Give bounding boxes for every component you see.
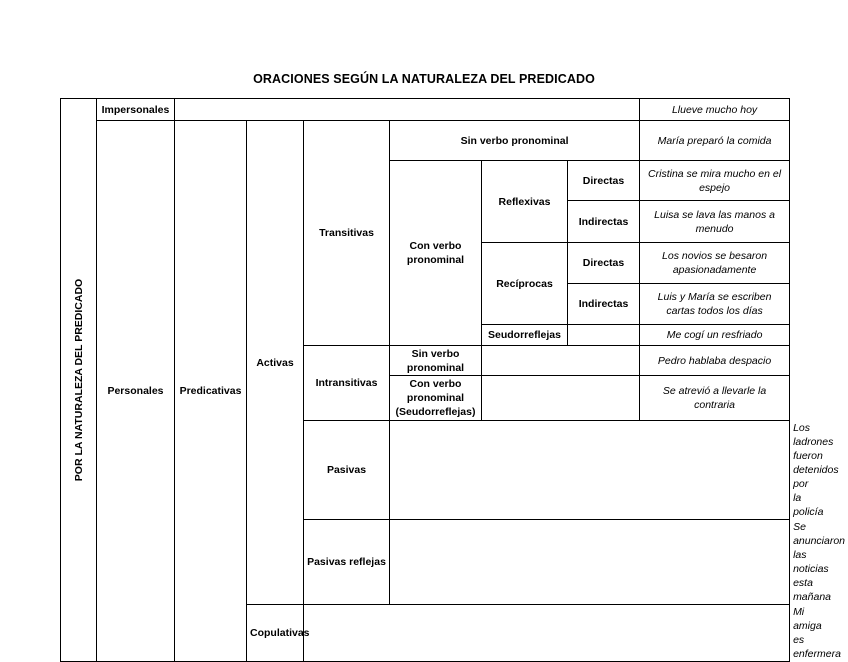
cat-predicativas: Predicativas [175, 121, 247, 662]
empty-cell [390, 520, 790, 605]
cat-intr-con-verbo: Con verbo pronominal (Seudorreflejas) [390, 376, 482, 421]
cat-impersonales: Impersonales [97, 99, 175, 121]
cat-reciprocas-directas: Directas [568, 243, 640, 284]
example-reflexivas-directas: Cristina se mira mucho en el espejo [640, 161, 790, 201]
example-reflexivas-indirectas: Luisa se lava las manos a menudo [640, 201, 790, 243]
empty-cell [568, 325, 640, 346]
cat-personales: Personales [97, 121, 175, 662]
classification-table: POR LA NATURALEZA DEL PREDICADO Impersonales Llueve mucho hoy Personales Predicativas Activas Transitivas Sin verbo pronominal María preparó la comida Con verbo pronominal Reflexivas Directas Cristina se mira mucho en el espejo Indirectas Luisa se lava las manos a menudo Recíprocas Directas Los novios se besaron apasionadamente Indirectas Luis y María se escriben cartas todos los días Seudorreflejas Me cogí un resfriado Intransitivas Sin verbo pronominal Pedro hablaba despacio Con verbo pronominal (Seudorreflejas) Se atrevió a llevarle la contraria Pasivas Los ladrones fueron detenidos por la policía Pasivas reflejas Se anunciaron las noticias esta mañana Copulativas Mi amiga es enfermera [60, 98, 790, 662]
cat-reciprocas: Recíprocas [482, 243, 568, 325]
cat-transitivas: Transitivas [304, 121, 390, 346]
cat-reflexivas-directas: Directas [568, 161, 640, 201]
cat-intransitivas: Intransitivas [304, 346, 390, 421]
example-intr-con-verbo: Se atrevió a llevarle la contraria [640, 376, 790, 421]
cat-intr-sin-verbo: Sin verbo pronominal [390, 346, 482, 376]
empty-cell [482, 376, 640, 421]
page-title: ORACIONES SEGÚN LA NATURALEZA DEL PREDICADO [253, 72, 595, 86]
empty-cell [482, 346, 640, 376]
example-impersonales: Llueve mucho hoy [640, 99, 790, 121]
cat-pasivas: Pasivas [304, 421, 390, 520]
empty-cell [175, 99, 640, 121]
cat-seudorreflejas: Seudorreflejas [482, 325, 568, 346]
empty-cell [390, 421, 790, 520]
example-intr-sin-verbo: Pedro hablaba despacio [640, 346, 790, 376]
cat-activas: Activas [247, 121, 304, 605]
example-reciprocas-indirectas: Luis y María se escriben cartas todos los días [640, 284, 790, 325]
cat-pasivas-reflejas: Pasivas reflejas [304, 520, 390, 605]
cat-reflexivas: Reflexivas [482, 161, 568, 243]
cat-reciprocas-indirectas: Indirectas [568, 284, 640, 325]
side-label: POR LA NATURALEZA DEL PREDICADO [72, 278, 85, 482]
cat-sin-verbo-pronominal: Sin verbo pronominal [390, 121, 640, 161]
cat-con-verbo-pronominal: Con verbo pronominal [390, 161, 482, 346]
example-reciprocas-directas: Los novios se besaron apasionadamente [640, 243, 790, 284]
example-sin-verbo-pronominal: María preparó la comida [640, 121, 790, 161]
example-seudorreflejas: Me cogí un resfriado [640, 325, 790, 346]
cat-copulativas: Copulativas [247, 605, 304, 662]
side-label-cell [61, 99, 97, 662]
cat-reflexivas-indirectas: Indirectas [568, 201, 640, 243]
empty-cell [304, 605, 790, 662]
